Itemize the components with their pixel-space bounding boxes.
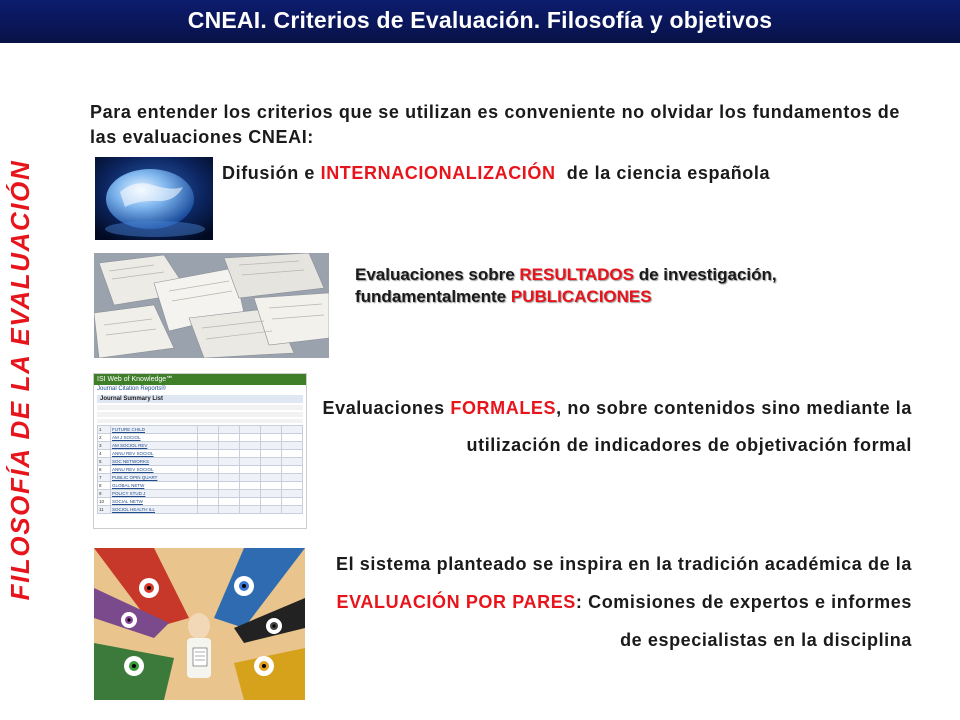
vertical-side-title: FILOSOFÍA DE LA EVALUACIÓN bbox=[5, 159, 35, 601]
jcr-table-row bbox=[98, 442, 303, 450]
peer-review-illustration bbox=[94, 548, 305, 700]
item1-pre: Difusión e bbox=[222, 163, 321, 183]
jcr-table-row bbox=[98, 482, 303, 490]
jcr-table-row bbox=[98, 498, 303, 506]
jcr-row-journal: ANNU REV SOCIOL bbox=[111, 450, 198, 458]
jcr-row-journal: PUBLIC OPIN QUART bbox=[111, 474, 198, 482]
globe-image bbox=[95, 157, 213, 240]
item4-pre: El sistema planteado se inspira en la tradición académica de la bbox=[335, 554, 912, 574]
jcr-row-journal: SOCIAL NETW bbox=[111, 498, 198, 506]
jcr-row-rank: 1 bbox=[98, 426, 111, 434]
item-results bbox=[355, 264, 915, 308]
jcr-row-journal: SOC NETWORKS bbox=[111, 458, 198, 466]
jcr-row-rank: 8 bbox=[98, 482, 111, 490]
jcr-table-row bbox=[98, 426, 303, 434]
item1-highlight: INTERNACIONALIZACIÓN bbox=[320, 163, 556, 183]
jcr-row-journal: POLICY STUD J bbox=[111, 490, 198, 498]
item2-mid: de investigación, fundamentalmente bbox=[355, 265, 777, 306]
jcr-row-rank: 11 bbox=[98, 506, 111, 514]
jcr-table-row bbox=[98, 506, 303, 514]
jcr-row-rank: 4 bbox=[98, 450, 111, 458]
jcr-row-rank: 5 bbox=[98, 458, 111, 466]
item3-pre: Evaluaciones bbox=[322, 398, 451, 418]
jcr-row-rank: 2 bbox=[98, 434, 111, 442]
item3-post: , no sobre contenidos sino mediante la utilización de indicadores de objetivación formal bbox=[466, 398, 912, 455]
jcr-row-journal: ANNU REV SOCIOL bbox=[111, 466, 198, 474]
item3-highlight: FORMALES bbox=[450, 398, 557, 418]
item2-highlight: RESULTADOS bbox=[519, 265, 634, 284]
jcr-row-journal: AM SOCIOL REV bbox=[111, 442, 198, 450]
item1-post: de la ciencia española bbox=[555, 163, 771, 183]
jcr-table-row bbox=[98, 450, 303, 458]
jcr-subtitle: Journal Citation Reports® bbox=[97, 386, 166, 392]
jcr-panel-title: Journal Summary List bbox=[97, 395, 303, 403]
books-image bbox=[94, 253, 329, 358]
item4-highlight: EVALUACIÓN POR PARES bbox=[336, 592, 576, 612]
title-bar bbox=[0, 0, 960, 43]
jcr-row-journal: GLOBAL NETW bbox=[111, 482, 198, 490]
slide-title: CNEAI. Criterios de Evaluación. Filosofía y objetivos bbox=[187, 7, 773, 33]
item2-pre: Evaluaciones sobre bbox=[355, 265, 520, 284]
jcr-table bbox=[97, 425, 303, 514]
jcr-row-journal: SOCIOL HEALTH ILL bbox=[111, 506, 198, 514]
jcr-row-journal: AM J SOCIOL bbox=[111, 434, 198, 442]
jcr-screenshot-image bbox=[93, 373, 307, 529]
item2-highlight2: PUBLICACIONES bbox=[510, 287, 652, 306]
item-internationalization bbox=[222, 163, 912, 184]
jcr-row-rank: 3 bbox=[98, 442, 111, 450]
jcr-row-journal: FUTURE CHILD bbox=[111, 426, 198, 434]
jcr-table-row bbox=[98, 490, 303, 498]
jcr-table-row bbox=[98, 466, 303, 474]
item-formal bbox=[310, 390, 912, 464]
jcr-row-rank: 10 bbox=[98, 498, 111, 506]
item-peer-review bbox=[315, 545, 912, 659]
jcr-row-rank: 9 bbox=[98, 490, 111, 498]
item4-post: : Comisiones de expertos e informes de especialistas en la disciplina bbox=[575, 592, 912, 650]
jcr-banner: ISI Web of Knowledge℠ bbox=[94, 374, 306, 385]
jcr-table-row bbox=[98, 474, 303, 482]
jcr-table-row bbox=[98, 458, 303, 466]
jcr-row-rank: 7 bbox=[98, 474, 111, 482]
jcr-row-rank: 6 bbox=[98, 466, 111, 474]
intro-text: Para entender los criterios que se utilizan es conveniente no olvidar los fundamentos de las evaluaciones CNEAI: bbox=[90, 102, 900, 147]
jcr-table-row bbox=[98, 434, 303, 442]
